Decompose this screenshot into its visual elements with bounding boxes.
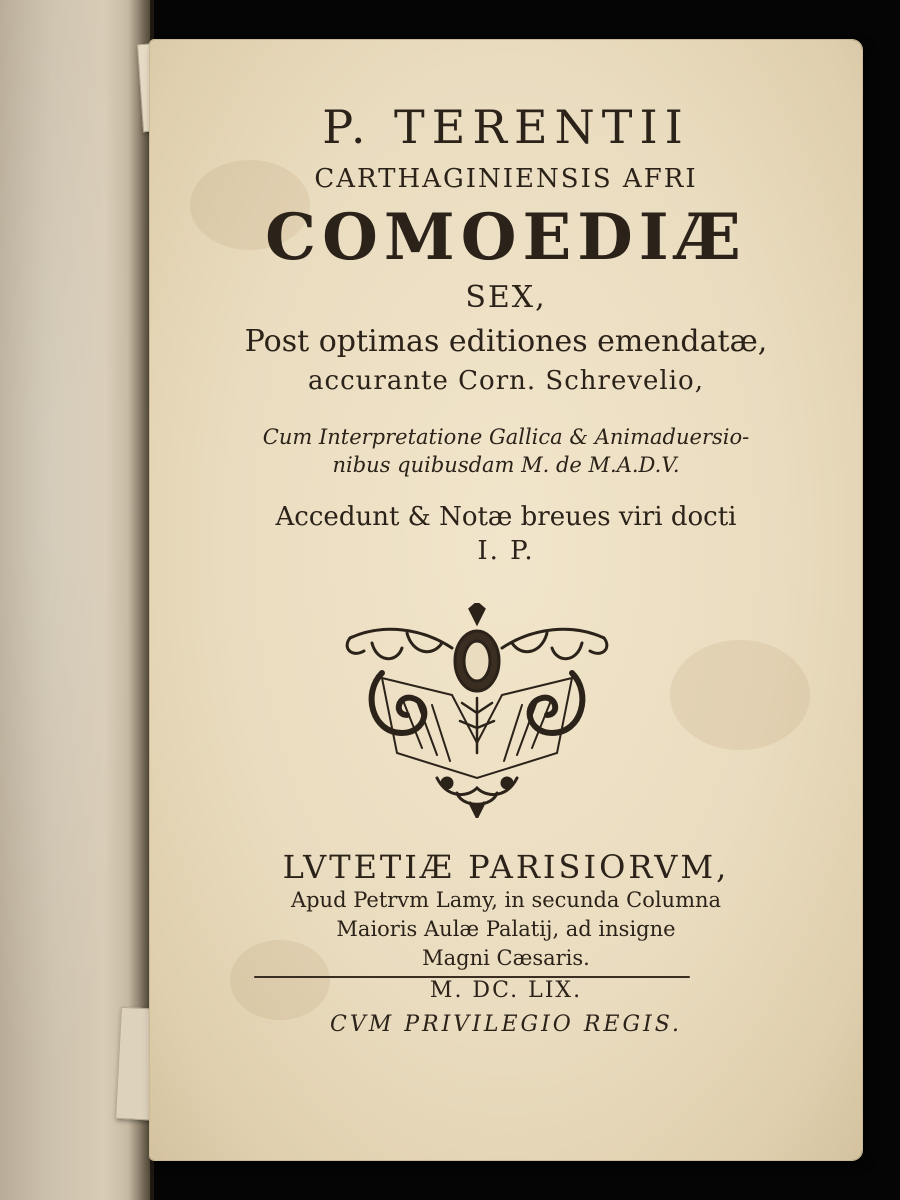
interpretation-line-2: nibus quibusdam M. de M.A.D.V.: [332, 453, 680, 477]
origin-line: CARTHAGINIENSIS AFRI: [314, 164, 698, 194]
printer-line-1: Apud Petrvm Lamy, in secunda Columna: [290, 888, 722, 912]
notes-initials: I. P.: [477, 536, 535, 566]
privilege-line: CVM PRIVILEGIO REGIS.: [329, 1012, 682, 1037]
editor-line: accurante Corn. Schrevelio,: [308, 366, 704, 396]
author-line: P. TERENTII: [322, 100, 690, 154]
foxing-stain: [670, 640, 810, 750]
date-line: M. DC. LIX.: [429, 978, 583, 1003]
printer-line-3: Magni Cæsaris.: [422, 946, 590, 970]
place-line: LVTETIÆ PARISIORVM,: [282, 848, 730, 886]
emendation-line: Post optimas editiones emendatæ,: [244, 324, 768, 359]
interpretation-line-1: Cum Interpretatione Gallica & Animaduersio-: [262, 425, 750, 449]
notes-line: Accedunt & Notæ breues viri docti: [275, 502, 737, 532]
count-line: SEX,: [465, 280, 547, 315]
printers-ornament-icon: [342, 603, 612, 818]
printer-line-2: Maioris Aulæ Palatij, ad insigne: [336, 917, 676, 941]
title-page: [150, 40, 862, 1160]
work-title: COMOEDIÆ: [265, 200, 747, 275]
